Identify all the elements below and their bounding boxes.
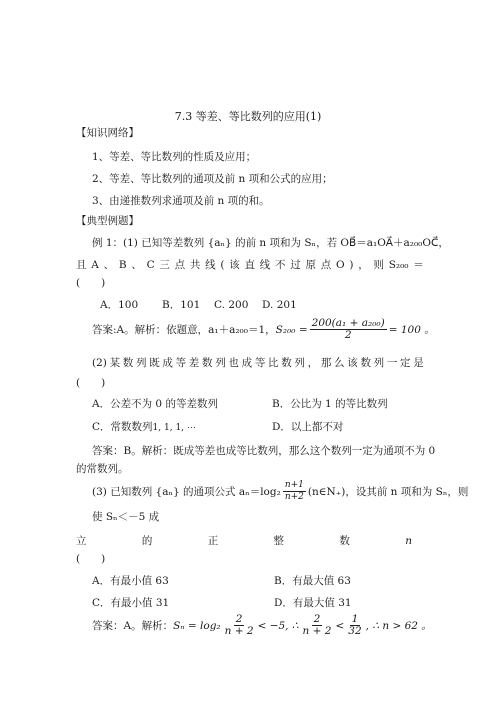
ex2-option-c-sequence: 1, 1, 1, ⋯ bbox=[152, 423, 196, 433]
ex1-option-b: B．101 bbox=[162, 299, 201, 311]
ex3-answer-f4: , ∴ n > 62 。 bbox=[365, 619, 432, 632]
ex2-word: 数 bbox=[202, 357, 213, 369]
ex2-word: 那 bbox=[320, 357, 332, 369]
ex1-word: 、 bbox=[103, 259, 115, 271]
knowledge-item-1: 1、等差、等比数列的性质及应用； bbox=[92, 151, 257, 163]
ex1-answer-fraction bbox=[310, 318, 387, 341]
ex1-word: 过 bbox=[290, 259, 301, 271]
ex2-word: 某 bbox=[109, 357, 121, 369]
ex1-word: 原 bbox=[305, 259, 316, 271]
ex3-stem-line2: 使 Sₙ＜－5 成 bbox=[92, 511, 160, 523]
ex1-option-d: D. 201 bbox=[262, 299, 297, 311]
ex3-answer-frac1 bbox=[223, 614, 256, 637]
ex3-word: 整 bbox=[273, 535, 285, 547]
ex3-answer-frac3 bbox=[346, 614, 363, 637]
ex3-option-d: D．有最大值 31 bbox=[274, 597, 352, 609]
ex2-word: 列 bbox=[215, 357, 226, 369]
fraction-numerator: n+1 bbox=[284, 480, 304, 490]
ex2-word: 比 bbox=[268, 357, 279, 369]
ex1-word: 共 bbox=[189, 259, 201, 271]
ex1-word: 该 bbox=[229, 259, 240, 271]
ex2-blank: ( ) bbox=[76, 377, 106, 389]
ex2-option-c bbox=[92, 420, 196, 435]
fraction-denominator: n + 2 bbox=[224, 625, 254, 637]
ex1-word: 线 bbox=[259, 259, 271, 271]
ex1-word: ， bbox=[358, 259, 369, 271]
fraction-denominator: 2 bbox=[344, 329, 352, 341]
ex2-word: 数 bbox=[281, 357, 292, 369]
ex2-word: 等 bbox=[254, 357, 266, 369]
ex2-option-a: A．公差不为 0 的等差数列 bbox=[92, 398, 218, 410]
ex1-blank: ( ) bbox=[76, 277, 106, 289]
ex3-stem-prefix: (3) 已知数列 {aₙ} 的通项公式 aₙ＝log₂ bbox=[92, 485, 281, 498]
ex3-answer-f3: < bbox=[335, 619, 345, 632]
ex2-word: 该 bbox=[347, 357, 358, 369]
section-heading-examples: 【典型例题】 bbox=[76, 215, 139, 227]
ex2-word: 也 bbox=[228, 357, 239, 369]
ex3-stem-line3 bbox=[76, 534, 412, 548]
ex1-word: 直 bbox=[244, 259, 255, 271]
fraction-denominator: 32 bbox=[348, 625, 362, 637]
ex1-option-c: C. 200 bbox=[214, 299, 249, 311]
ex3-word: 正 bbox=[207, 535, 219, 547]
ex3-option-b: B．有最大值 63 bbox=[274, 575, 351, 587]
ex1-answer-formula-right: = 100 。 bbox=[388, 323, 435, 336]
ex1-word: A bbox=[91, 259, 99, 271]
ex1-word: 则 bbox=[373, 259, 384, 271]
fraction-numerator: 1 bbox=[351, 613, 359, 625]
ex2-word: (2) bbox=[92, 357, 107, 369]
ex2-word: 数 bbox=[122, 357, 134, 369]
ex3-answer bbox=[92, 614, 432, 637]
page-title: 7.3 等差、等比数列的应用(1) bbox=[174, 110, 322, 123]
ex1-word: C bbox=[146, 259, 155, 271]
ex1-word: 点 bbox=[174, 259, 186, 271]
ex2-answer-line2: 的常数列。 bbox=[76, 463, 129, 475]
ex2-word: 是 bbox=[413, 357, 424, 369]
ex2-option-b: B．公比为 1 的等比数列 bbox=[272, 398, 388, 410]
section-heading-knowledge: 【知识网络】 bbox=[76, 127, 139, 139]
ex2-word: 差 bbox=[188, 357, 200, 369]
ex1-word: S₂₀₀ bbox=[388, 259, 409, 271]
ex1-stem-line1: 例 1：(1) 已知等差数列 {aₙ} 的前 n 项和为 Sₙ，若 OB⃗＝a₁OA⃗＋a₂₀₀OC⃗， bbox=[92, 237, 449, 249]
ex2-word: 列 bbox=[135, 357, 147, 369]
ex3-answer-f1: Sₙ = log₂ bbox=[173, 619, 221, 632]
ex3-answer-prefix: 答案：A。解析： bbox=[92, 619, 174, 632]
ex3-word: 数 bbox=[339, 535, 350, 547]
ex2-word: 列 bbox=[373, 357, 385, 369]
ex1-stem-line2 bbox=[76, 258, 424, 272]
ex2-word: 成 bbox=[241, 357, 253, 369]
ex3-stem-suffix: (n∈N₊)，设其前 n 项和为 Sₙ，则 bbox=[307, 485, 469, 498]
ex2-word: 一 bbox=[386, 357, 398, 369]
ex1-word: 点 bbox=[320, 259, 332, 271]
ex3-stem-fraction bbox=[283, 480, 306, 503]
ex2-word: ， bbox=[307, 357, 319, 369]
ex3-word: 立 bbox=[76, 535, 87, 547]
ex2-stem bbox=[92, 356, 424, 370]
fraction-denominator: n+2 bbox=[284, 492, 304, 502]
knowledge-item-2: 2、等差、等比数列的通项及前 n 项和公式的应用； bbox=[92, 173, 333, 185]
ex1-word: ( bbox=[220, 259, 225, 271]
ex1-option-a: A．100 bbox=[100, 299, 139, 311]
ex1-word: ) bbox=[349, 259, 354, 271]
ex1-word: B bbox=[118, 259, 127, 271]
ex2-word: 等 bbox=[175, 357, 187, 369]
ex1-word: O bbox=[335, 259, 345, 271]
ex3-word: 的 bbox=[141, 535, 153, 547]
ex1-word: 不 bbox=[274, 259, 286, 271]
ex1-word: 且 bbox=[76, 259, 87, 271]
ex2-word: 定 bbox=[400, 357, 411, 369]
ex3-answer-frac2 bbox=[301, 614, 334, 637]
knowledge-item-3: 3、由递推数列求通项及前 n 项的和。 bbox=[92, 195, 270, 207]
ex3-answer-f2: < −5, ∴ bbox=[257, 619, 299, 632]
ex1-word: 、 bbox=[131, 259, 142, 271]
ex2-word: 既 bbox=[149, 357, 160, 369]
ex2-word: 列 bbox=[294, 357, 305, 369]
ex2-word: 数 bbox=[360, 357, 371, 369]
ex3-option-c: C．有最小值 31 bbox=[92, 597, 170, 609]
ex2-option-d: D．以上都不对 bbox=[272, 421, 344, 433]
ex2-option-c-label: C．常数数列 bbox=[92, 421, 153, 433]
ex2-word: 成 bbox=[162, 357, 173, 369]
fraction-numerator: 200(a₁ + a₂₀₀) bbox=[311, 317, 385, 329]
ex2-word: 么 bbox=[334, 357, 345, 369]
ex1-word: ＝ bbox=[413, 259, 424, 271]
ex2-answer-line1: 答案：B。解析：既成等差也成等比数列，那么这个数列一定为通项不为 0 bbox=[92, 445, 436, 457]
ex1-word: 三 bbox=[159, 259, 170, 271]
ex3-blank: ( ) bbox=[76, 553, 106, 565]
ex3-stem-line1 bbox=[92, 480, 468, 503]
ex1-answer-formula-left: S₂₀₀ = bbox=[275, 323, 308, 336]
ex3-option-a: A．有最小值 63 bbox=[92, 575, 169, 587]
ex1-word: 线 bbox=[205, 259, 216, 271]
fraction-numerator: 2 bbox=[313, 613, 321, 625]
fraction-denominator: n + 2 bbox=[302, 625, 332, 637]
ex3-word: n bbox=[405, 535, 412, 547]
ex1-answer bbox=[92, 318, 435, 341]
ex1-answer-prefix: 答案:A。解析：依题意，a₁＋a₂₀₀＝1， bbox=[92, 323, 276, 336]
fraction-numerator: 2 bbox=[235, 613, 243, 625]
